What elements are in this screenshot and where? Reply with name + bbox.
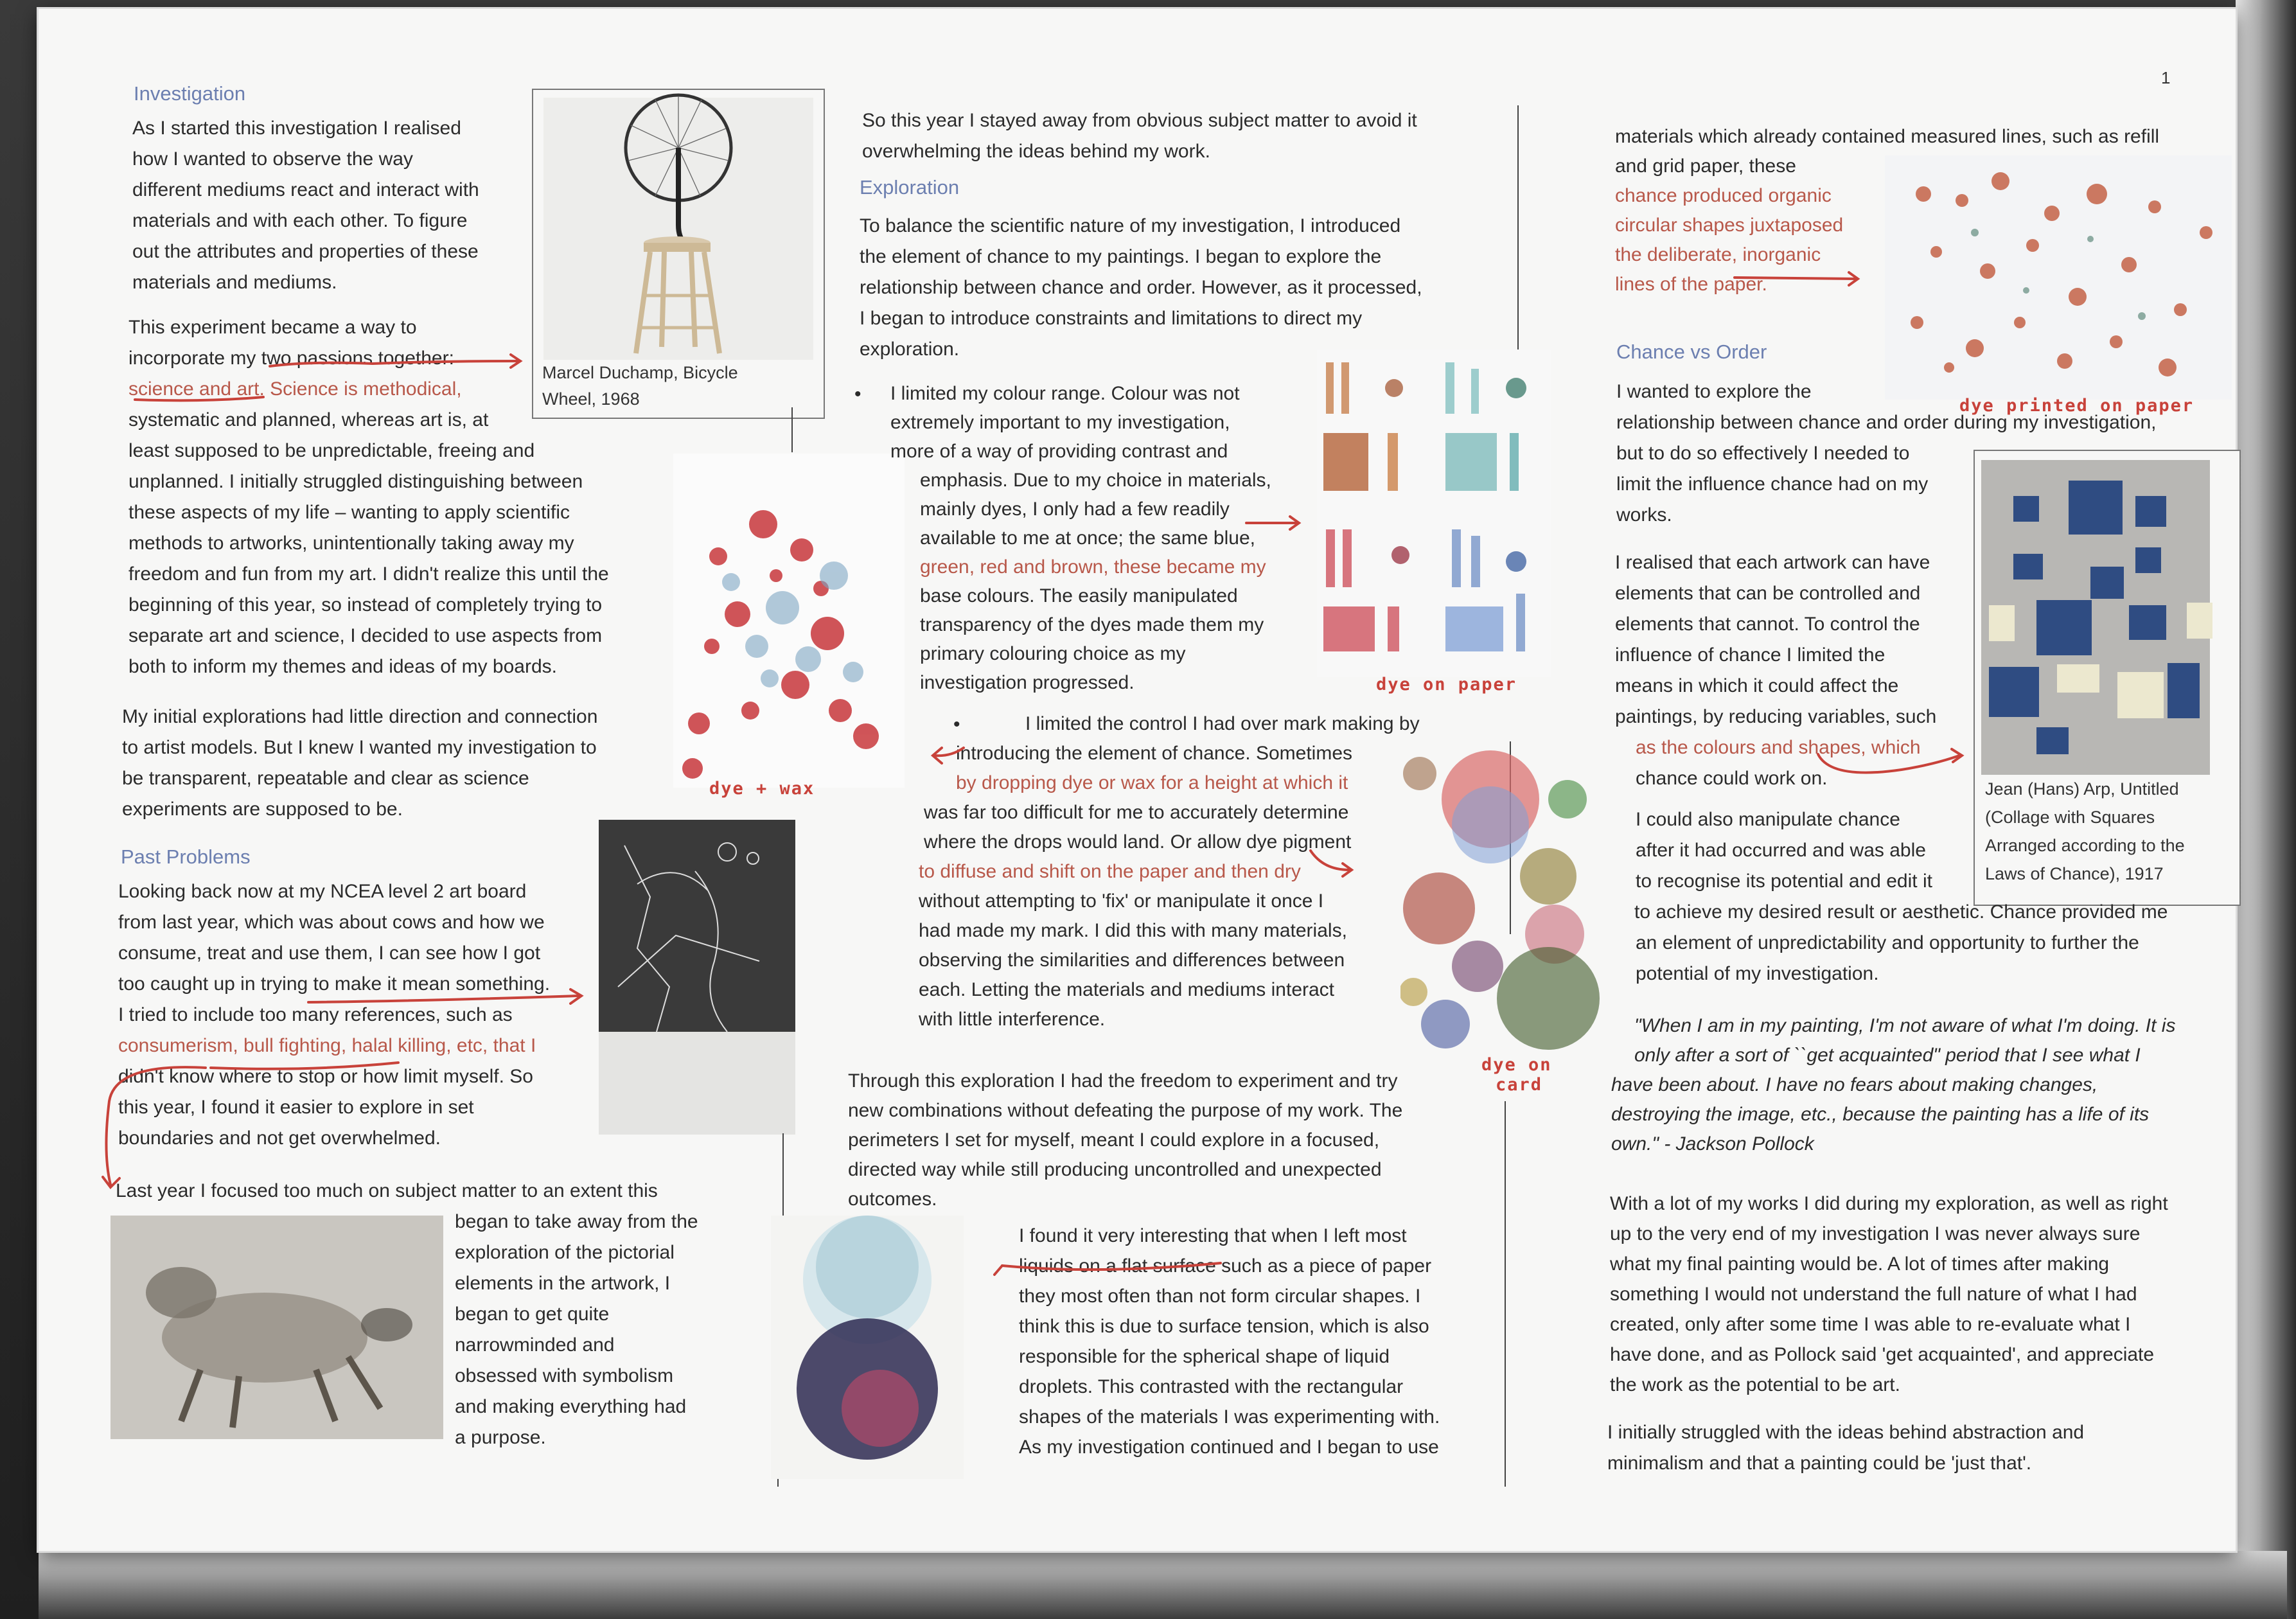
bullet-dot-2: • (953, 714, 960, 735)
underline (211, 1063, 398, 1069)
para-chance: I wanted to explore the relationship between chance and order during my investigation, but to do so effectively I needed to limit the influence chance had on my works. (1616, 381, 2157, 526)
arrow-diffuse (1311, 851, 1349, 870)
arrow-science-art (270, 361, 517, 366)
para-last-year: Last year I focused too much on subject matter to an extent this (116, 1180, 658, 1201)
para-bullet-colour: I limited my colour range. Colour was not extremely important to my investigation, more of a way of providing contrast and emphasis. Due to my choice in materials, mainly dyes, I only had a few readily available to me at once; the same blue, green, red and brown, these became my base colours. The easily manipulated transparency of the dyes made them my primary colouring choice as my investigation progressed. (890, 383, 1271, 693)
sleeve-edge-bottom (39, 1551, 2287, 1619)
duchamp-caption: Marcel Duchamp, Bicycle Wheel, 1968 (542, 363, 738, 409)
label-dye-on-card: dye on card (1481, 1055, 1552, 1095)
label-dye-wax: dye + wax (709, 779, 815, 799)
para-materials: materials which already contained measured lines, such as refill and grid paper, these chance produced organic circular shapes juxtaposed the deliberate, inorganic lines of the paper. (1615, 126, 2160, 295)
arrow-lines-paper (1735, 278, 1857, 279)
para-through: Through this exploration I had the freedom to experiment and try new combinations without defeating the purpose of my work. The perimeters I set for myself, meant I could explore in a focused, directed way while still producing uncontrolled and unexpected outcomes. (848, 1070, 1403, 1210)
arrow-references (308, 996, 578, 1002)
quote-pollock: "When I am in my painting, I'm not aware of what I'm doing. It is only after a sort of ``get acquainted" period that I see what I have been about. I have no fears about making changes, destroying the image, etc., because the painting has a life of its own." - Jackson Pollock (1611, 1015, 2176, 1155)
heading-exploration: Exploration (860, 176, 960, 199)
bullet-dot: • (854, 384, 861, 405)
para-exploration: To balance the scientific nature of my investigation, I introduced the element of chance to my paintings. I began to explore the relationship between chance and order. However, as it processed, I began to introduce constraints and limitations to direct my exploration. (860, 215, 1422, 360)
arrow-to-last-year (106, 1067, 206, 1185)
para-found: I found it very interesting that when I left most liquids on a flat surface such as a piece of paper they most often than not form circular shapes. I think this is due to surface tension, which is also responsible for the spherical shape of liquid droplets. This contrasted with the rectangular shapes of the materials I was experimenting with. As my investigation continued and I began to use (1019, 1225, 1440, 1458)
underline-liquids (1002, 1263, 1221, 1270)
para-experiment: This experiment became a way to incorporate my two passions together: science and art. Science is methodical, systematic and planned, whereas art is, at least supposed to be unpredictable, freeing and unplanned. I initially struggled distinguishing between these aspects of my life – wanting to apply scientific methods to artworks, unintentionally taking away my freedom and fun from my art. I didn't realize this until the beginning of this year, so instead of completely trying to separate art and science, I decided to use aspects from both to inform my themes and ideas of my boards. (128, 317, 609, 677)
underline (135, 397, 263, 400)
annotation-arrows (39, 9, 2236, 1551)
para-struggled: I initially struggled with the ideas behind abstraction and minimalism and that a painting could be 'just that'. (1607, 1422, 2085, 1474)
para-initial: My initial explorations had little direction and connection to artist models. But I knew I wanted my investigation to be transparent, repeatable and clear as science experiments are supposed to be. (122, 706, 598, 820)
heading-chance-vs-order: Chance vs Order (1616, 341, 1767, 363)
sleeve-edge-right (2236, 0, 2296, 1619)
para-with: With a lot of my works I did during my exploration, as well as right up to the very end of my investigation I was never always sure what my final painting would be. A lot of times after making something I would not understand the full nature of what I had created, only after some time I was able to re-evaluate what I have done, and as Pollock said 'get acquainted', and appreciate the work as the potential to be art. (1610, 1193, 2168, 1395)
heading-past-problems: Past Problems (121, 845, 251, 868)
label-dye-printed: dye printed on paper (1959, 396, 2194, 416)
arp-caption: Jean (Hans) Arp, Untitled (Collage with Squares Arranged according to the Laws of Chance), 1917 (1985, 779, 2185, 883)
art-board-page (39, 9, 2236, 1551)
para-realised: I realised that each artwork can have elements that can be controlled and elements that cannot. To control the influence of chance I limited the means in which it could affect the paintings, by reducing variables, such as the colours and shapes, which chance could work on. (1615, 552, 1937, 789)
page-number: 1 (2161, 68, 2171, 87)
para-investigation: As I started this investigation I realised how I wanted to observe the way different mediums react and interact with materials and with each other. To figure out the attributes and properties of these materials and mediums. (132, 118, 479, 293)
heading-investigation: Investigation (134, 82, 246, 105)
para-past-problems: Looking back now at my NCEA level 2 art board from last year, which was about cows and how we consume, treat and use them, I can see how I got too caught up in trying to make it mean something. I tried to include too many references, such as consumerism, bull fighting, halal killing, etc, that I didn't know where to stop or how limit myself. So this year, I found it easier to explore in set boundaries and not get overwhelmed. (118, 881, 551, 1149)
arrowhead (994, 1266, 1002, 1275)
arrow-colours-shapes (1818, 754, 1959, 773)
para-bullet-chance: I limited the control I had over mark making by introducing the element of chance. Sometimes by dropping dye or wax for a height at which it was far too difficult for me to accurately determine where the drops would land. Or allow dye pigment to diffuse and shift on the paper and then dry without attempting to 'fix' or manipulate it once I had made my mark. I did this with many materials, observing the similarities and differences between each. Letting the materials and mediums interact with little interference. (919, 713, 1420, 1030)
para-last-year-cont: began to take away from the exploration of the pictorial elements in the artwork, I began to get quite narrowminded and obsessed with symbolism and making everything had a purpose. (455, 1211, 698, 1448)
label-dye-on-paper: dye on paper (1376, 675, 1517, 694)
para-manipulate: I could also manipulate chance after it had occurred and was able to recognise its potential and edit it to achieve my desired result or aesthetic. Chance provided me an element of unpredictability and opportunity to further the potential of my investigation. (1634, 809, 2168, 984)
para-intro: So this year I stayed away from obvious subject matter to avoid it overwhelming the ideas behind my work. (862, 110, 1417, 162)
